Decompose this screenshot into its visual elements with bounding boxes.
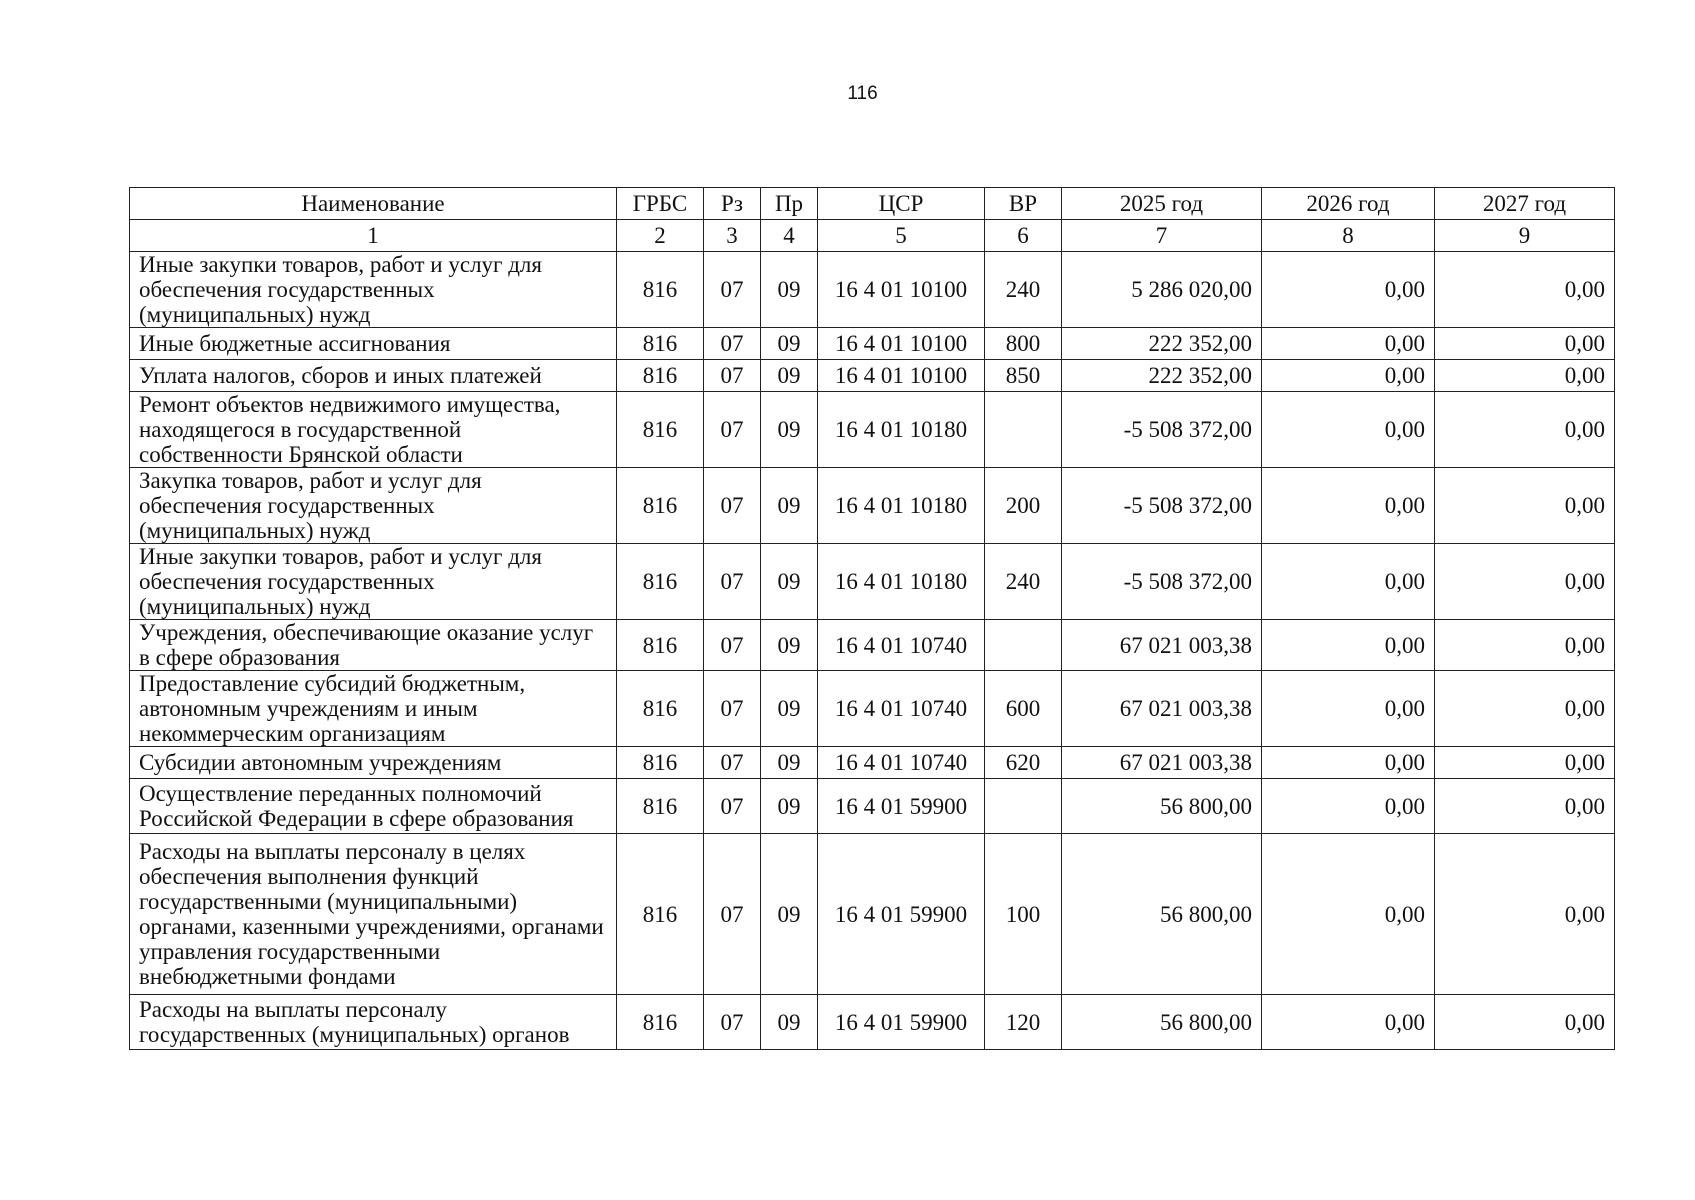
row-grbs: 816 [617,468,704,544]
row-2025: 56 800,00 [1062,834,1262,995]
row-grbs: 816 [617,995,704,1050]
row-name: Учреждения, обеспечивающие оказание услуг в сфере образования [130,620,617,671]
row-2026: 0,00 [1262,834,1435,995]
row-grbs: 816 [617,328,704,360]
row-name: Иные закупки товаров, работ и услуг для обеспечения государственных (муниципальных) нужд [130,252,617,328]
row-2027: 0,00 [1435,779,1615,834]
row-vr: 200 [985,468,1062,544]
table-row [130,747,1615,779]
row-csr: 16 4 01 10180 [818,544,985,620]
column-number: 3 [704,220,761,252]
row-2027: 0,00 [1435,252,1615,328]
row-rz: 07 [704,834,761,995]
row-2026: 0,00 [1262,779,1435,834]
header-2025: 2025 год [1062,188,1262,220]
row-2026: 0,00 [1262,747,1435,779]
row-2025: 5 286 020,00 [1062,252,1262,328]
row-grbs: 816 [617,360,704,392]
table-row [130,779,1615,834]
row-csr: 16 4 01 59900 [818,995,985,1050]
row-rz: 07 [704,328,761,360]
row-2026: 0,00 [1262,360,1435,392]
column-number: 8 [1262,220,1435,252]
row-name: Ремонт объектов недвижимого имущества, находящегося в государственной собственности Брянской области [130,392,617,468]
row-2025: -5 508 372,00 [1062,544,1262,620]
column-number: 6 [985,220,1062,252]
row-2026: 0,00 [1262,544,1435,620]
row-csr: 16 4 01 10100 [818,252,985,328]
row-pr: 09 [761,779,818,834]
row-pr: 09 [761,671,818,747]
column-number: 4 [761,220,818,252]
row-pr: 09 [761,620,818,671]
row-2025: 67 021 003,38 [1062,671,1262,747]
row-rz: 07 [704,360,761,392]
column-number: 5 [818,220,985,252]
row-name: Предоставление субсидий бюджетным, автономным учреждениям и иным некоммерческим организациям [130,671,617,747]
row-2025: 222 352,00 [1062,360,1262,392]
row-vr [985,392,1062,468]
row-vr: 620 [985,747,1062,779]
row-csr: 16 4 01 10100 [818,328,985,360]
row-rz: 07 [704,747,761,779]
row-pr: 09 [761,360,818,392]
row-vr: 850 [985,360,1062,392]
column-number-row [130,220,1615,252]
row-2025: 67 021 003,38 [1062,747,1262,779]
row-vr: 100 [985,834,1062,995]
table-row [130,468,1615,544]
row-grbs: 816 [617,834,704,995]
row-name: Уплата налогов, сборов и иных платежей [130,360,617,392]
column-number: 9 [1435,220,1615,252]
header-vr: ВР [985,188,1062,220]
row-csr: 16 4 01 10180 [818,468,985,544]
row-csr: 16 4 01 10740 [818,747,985,779]
row-grbs: 816 [617,392,704,468]
row-2026: 0,00 [1262,468,1435,544]
budget-table [129,187,1615,1050]
header-name: Наименование [130,188,617,220]
row-2027: 0,00 [1435,468,1615,544]
table-row [130,620,1615,671]
row-grbs: 816 [617,252,704,328]
row-rz: 07 [704,252,761,328]
header-row [130,188,1615,220]
row-2026: 0,00 [1262,671,1435,747]
row-rz: 07 [704,671,761,747]
header-csr: ЦСР [818,188,985,220]
row-2026: 0,00 [1262,620,1435,671]
row-grbs: 816 [617,779,704,834]
header-pr: Пр [761,188,818,220]
header-rz: Рз [704,188,761,220]
row-name: Расходы на выплаты персоналу государственных (муниципальных) органов [130,995,617,1050]
row-2025: -5 508 372,00 [1062,468,1262,544]
row-vr: 120 [985,995,1062,1050]
table-row [130,328,1615,360]
row-grbs: 816 [617,671,704,747]
row-rz: 07 [704,779,761,834]
row-name: Иные бюджетные ассигнования [130,328,617,360]
row-name: Осуществление переданных полномочий Российской Федерации в сфере образования [130,779,617,834]
row-grbs: 816 [617,620,704,671]
row-name: Закупка товаров, работ и услуг для обеспечения государственных (муниципальных) нужд [130,468,617,544]
row-vr: 240 [985,252,1062,328]
row-vr: 240 [985,544,1062,620]
row-2026: 0,00 [1262,328,1435,360]
row-pr: 09 [761,747,818,779]
row-2027: 0,00 [1435,747,1615,779]
row-2027: 0,00 [1435,392,1615,468]
row-name: Расходы на выплаты персоналу в целях обеспечения выполнения функций государственными (муниципальными) органами, казенными учреждениями, органами управления государственными внебюджетными фондами [130,834,617,995]
row-2026: 0,00 [1262,995,1435,1050]
row-rz: 07 [704,468,761,544]
row-pr: 09 [761,834,818,995]
row-2027: 0,00 [1435,620,1615,671]
row-2026: 0,00 [1262,392,1435,468]
table-row [130,995,1615,1050]
row-pr: 09 [761,252,818,328]
header-2027: 2027 год [1435,188,1615,220]
row-csr: 16 4 01 59900 [818,834,985,995]
row-2027: 0,00 [1435,544,1615,620]
row-vr: 600 [985,671,1062,747]
row-grbs: 816 [617,544,704,620]
row-pr: 09 [761,544,818,620]
column-number: 2 [617,220,704,252]
row-pr: 09 [761,468,818,544]
row-grbs: 816 [617,747,704,779]
row-2027: 0,00 [1435,328,1615,360]
row-name: Субсидии автономным учреждениям [130,747,617,779]
table-row [130,671,1615,747]
row-2025: 67 021 003,38 [1062,620,1262,671]
row-2025: -5 508 372,00 [1062,392,1262,468]
row-csr: 16 4 01 10740 [818,671,985,747]
row-name: Иные закупки товаров, работ и услуг для обеспечения государственных (муниципальных) нужд [130,544,617,620]
table-row [130,252,1615,328]
row-vr [985,620,1062,671]
row-pr: 09 [761,392,818,468]
row-rz: 07 [704,995,761,1050]
row-rz: 07 [704,544,761,620]
row-2027: 0,00 [1435,995,1615,1050]
row-csr: 16 4 01 10100 [818,360,985,392]
row-2027: 0,00 [1435,834,1615,995]
header-grbs: ГРБС [617,188,704,220]
row-2025: 56 800,00 [1062,779,1262,834]
table-row [130,834,1615,995]
row-vr: 800 [985,328,1062,360]
row-2027: 0,00 [1435,360,1615,392]
column-number: 1 [130,220,617,252]
row-2027: 0,00 [1435,671,1615,747]
page-number: 116 [847,83,878,104]
column-number: 7 [1062,220,1262,252]
header-2026: 2026 год [1262,188,1435,220]
row-vr [985,779,1062,834]
row-2025: 222 352,00 [1062,328,1262,360]
row-2025: 56 800,00 [1062,995,1262,1050]
row-rz: 07 [704,620,761,671]
row-pr: 09 [761,995,818,1050]
table-row [130,360,1615,392]
table-row [130,392,1615,468]
row-csr: 16 4 01 10740 [818,620,985,671]
row-rz: 07 [704,392,761,468]
table-row [130,544,1615,620]
row-csr: 16 4 01 59900 [818,779,985,834]
row-2026: 0,00 [1262,252,1435,328]
row-pr: 09 [761,328,818,360]
row-csr: 16 4 01 10180 [818,392,985,468]
